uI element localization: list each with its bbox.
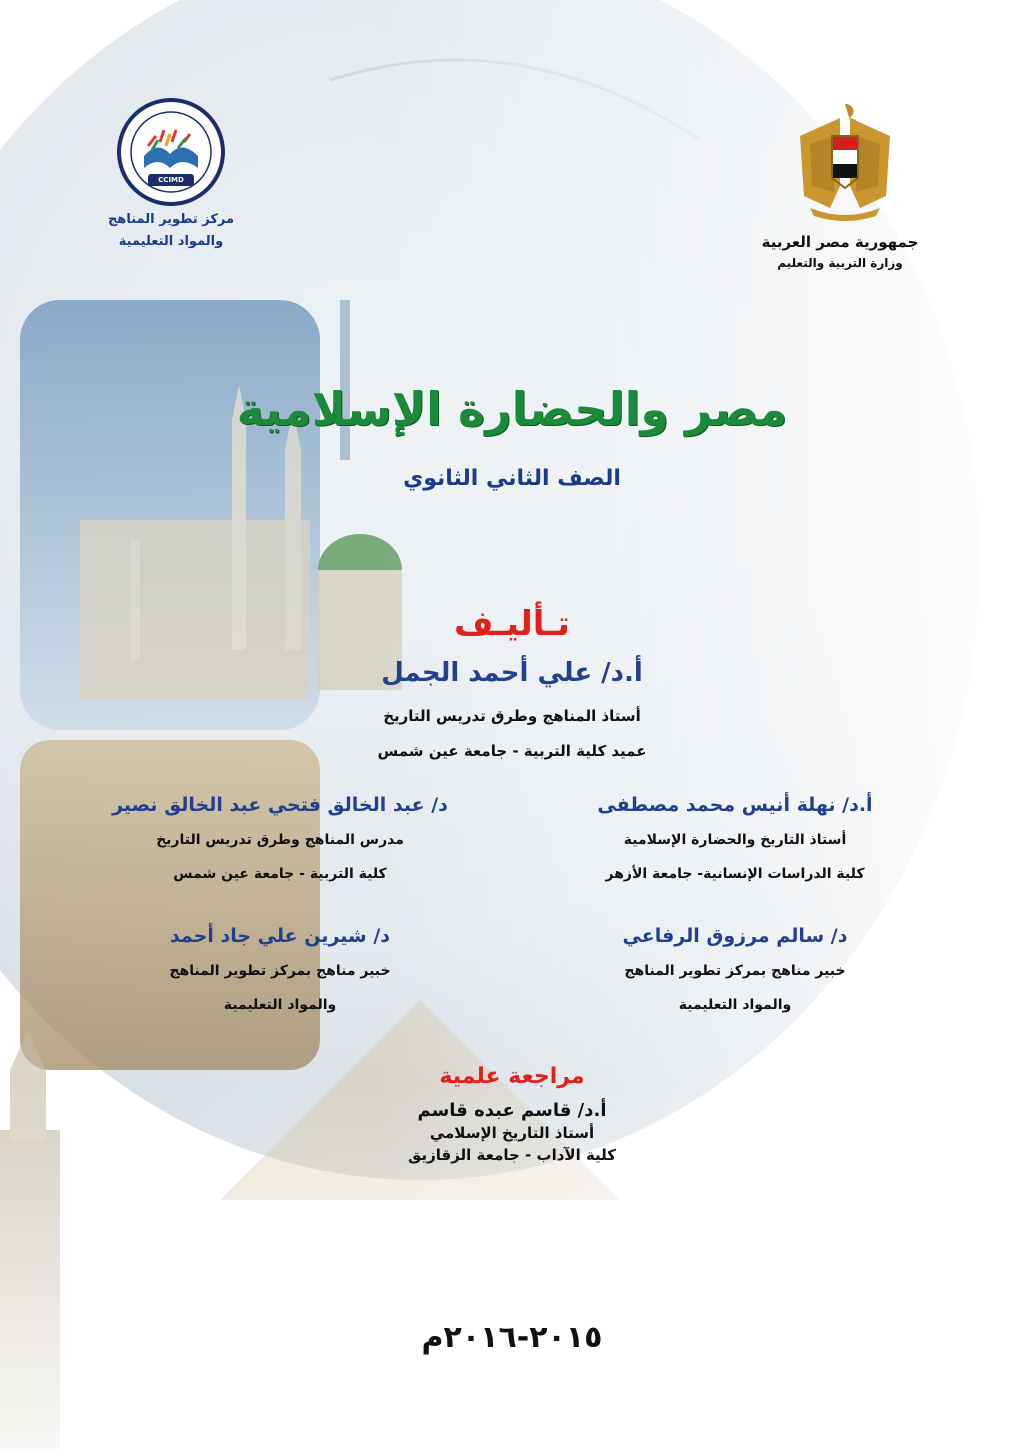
authors-heading: تـأليـف bbox=[454, 604, 570, 644]
country-name: جمهورية مصر العربية bbox=[761, 233, 919, 251]
ministry-name: وزارة التربية والتعليم bbox=[777, 256, 903, 270]
book-title: مصر والحضارة الإسلامية bbox=[236, 382, 788, 436]
lead-author-title: أستاذ المناهج وطرق تدريس التاريخ bbox=[383, 707, 641, 725]
academic-year: ٢٠١٥-٢٠١٦م bbox=[421, 1320, 603, 1355]
reviewer-name: أ.د/ قاسم عبده قاسم bbox=[417, 1100, 607, 1121]
review-heading: مراجعة علمية bbox=[439, 1064, 585, 1089]
center-name-line2: والمواد التعليمية bbox=[118, 234, 224, 249]
author-affiliation: كلية الدراسات الإنسانية- جامعة الأزهر bbox=[605, 866, 865, 882]
grade-level: الصف الثاني الثانوي bbox=[403, 466, 621, 491]
egypt-eagle-emblem bbox=[790, 96, 900, 226]
center-name-line1: مركز تطوير المناهج bbox=[107, 212, 235, 227]
ccimd-logo bbox=[112, 96, 230, 208]
lead-author-affiliation: عميد كلية التربية - جامعة عين شمس bbox=[377, 742, 647, 760]
author-title: خبير مناهج بمركز تطوير المناهج bbox=[624, 963, 846, 979]
author-title: مدرس المناهج وطرق تدريس التاريخ bbox=[156, 832, 404, 848]
author-affiliation: والمواد التعليمية bbox=[678, 997, 792, 1013]
author-title: أستاذ التاريخ والحضارة الإسلامية bbox=[623, 832, 847, 848]
reviewer-affiliation: كلية الآداب - جامعة الزقازيق bbox=[407, 1146, 617, 1164]
author-name: د/ شيرين علي جاد أحمد bbox=[169, 925, 391, 947]
author-affiliation: كلية التربية - جامعة عين شمس bbox=[173, 866, 387, 882]
author-title: خبير مناهج بمركز تطوير المناهج bbox=[169, 963, 391, 979]
reviewer-title: أستاذ التاريخ الإسلامي bbox=[429, 1124, 595, 1142]
lead-author-name: أ.د/ علي أحمد الجمل bbox=[381, 658, 643, 688]
author-name: أ.د/ نهلة أنيس محمد مصطفى bbox=[597, 794, 873, 816]
author-affiliation: والمواد التعليمية bbox=[223, 997, 337, 1013]
ccimd-logo-text: CCIMD bbox=[158, 176, 184, 184]
author-name: د/ عبد الخالق فتحي عبد الخالق نصير bbox=[112, 794, 448, 816]
author-name: د/ سالم مرزوق الرفاعي bbox=[622, 925, 848, 947]
